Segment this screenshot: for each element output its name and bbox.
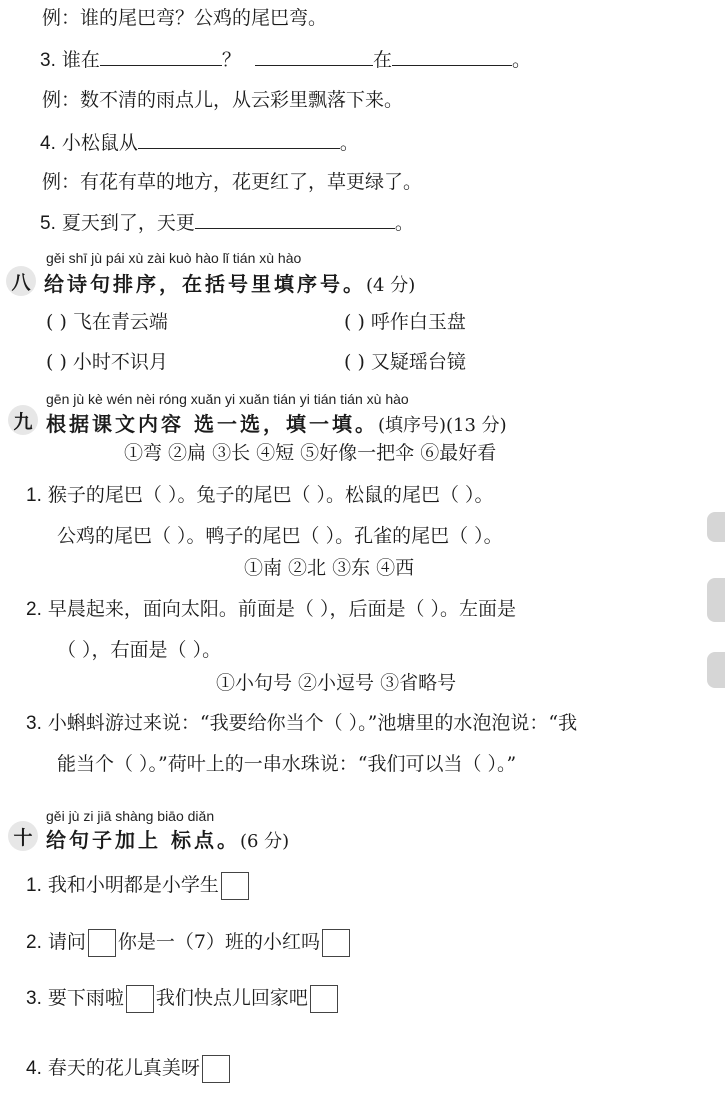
question-9-1-line-2: 公鸡的尾巴（ ）。鸭子的尾巴（ ）。孔雀的尾巴（ ）。 bbox=[57, 525, 503, 547]
question-text: 小松鼠从 bbox=[61, 132, 138, 154]
answer-blank[interactable] bbox=[392, 47, 512, 66]
section-note: (填序号) bbox=[377, 415, 447, 436]
question-9-2-line-1 bbox=[26, 597, 516, 622]
question-number: 3. bbox=[26, 988, 42, 1009]
question-text: 谁在 bbox=[61, 49, 100, 71]
question-text: 猴子的尾巴（ ）。兔子的尾巴（ ）。松鼠的尾巴（ ）。 bbox=[47, 484, 494, 506]
question-number: 5. bbox=[40, 213, 56, 234]
punctuation-box[interactable] bbox=[126, 985, 154, 1013]
punctuation-box[interactable] bbox=[202, 1055, 230, 1083]
section-9-badge: 九 bbox=[8, 405, 38, 435]
punctuation-question-4 bbox=[26, 1055, 232, 1083]
options-row-3: ①小句号 ②小逗号 ③省略号 bbox=[216, 672, 457, 694]
section-9-title bbox=[46, 408, 507, 437]
answer-parens[interactable]: ( ) bbox=[344, 351, 365, 373]
section-8-title bbox=[44, 268, 415, 297]
question-text: 请问 bbox=[47, 931, 86, 953]
punctuation-box[interactable] bbox=[88, 929, 116, 957]
answer-blank[interactable] bbox=[100, 47, 222, 66]
section-10-pinyin: gěi jù zi jiā shàng biāo diǎn bbox=[46, 808, 215, 824]
question-7-5 bbox=[40, 210, 414, 236]
question-number: 3. bbox=[26, 713, 42, 734]
options-row-1: ①弯 ②扁 ③长 ④短 ⑤好像一把伞 ⑥最好看 bbox=[124, 442, 497, 464]
question-text: 。 bbox=[339, 132, 359, 154]
question-number: 1. bbox=[26, 875, 42, 896]
section-title-text: 给句子加上 标点。 bbox=[46, 828, 240, 852]
question-text: 小蝌蚪游过来说：“我要给你当个（ ）。”池塘里的水泡泡说：“我 bbox=[47, 712, 578, 734]
answer-blank[interactable] bbox=[255, 47, 373, 66]
poem-text: 呼作白玉盘 bbox=[370, 311, 466, 333]
question-text: 我们快点儿回家吧 bbox=[155, 987, 308, 1009]
answer-parens[interactable]: ( ) bbox=[46, 351, 67, 373]
punctuation-question-2 bbox=[26, 929, 352, 957]
section-10-title bbox=[46, 824, 289, 853]
question-text: 春天的花儿真美呀 bbox=[47, 1057, 200, 1079]
question-9-3-line-1 bbox=[26, 711, 577, 736]
question-number: 2. bbox=[26, 932, 42, 953]
punctuation-question-1 bbox=[26, 872, 251, 900]
poem-text: 飞在青云端 bbox=[72, 311, 168, 333]
example-sentence-3: 例：有花有草的地方，花更红了，草更绿了。 bbox=[42, 171, 423, 193]
section-8-badge: 八 bbox=[6, 266, 36, 296]
question-number: 4. bbox=[40, 133, 56, 154]
page-edge-mark bbox=[707, 652, 725, 688]
section-title-text: 根据课文内容 选一选，填一填。 bbox=[46, 412, 378, 436]
section-8-pinyin: gěi shī jù pái xù zài kuò hào lǐ tián xù hào bbox=[46, 250, 302, 266]
question-text: 。 bbox=[512, 49, 532, 71]
section-9-pinyin: gēn jù kè wén nèi róng xuǎn yi xuǎn tián yi tián tián xù hào bbox=[46, 391, 409, 407]
punctuation-box[interactable] bbox=[322, 929, 350, 957]
question-text: 你是一（7）班的小红吗 bbox=[117, 931, 321, 953]
question-text: ？ bbox=[221, 49, 241, 71]
question-text: 在 bbox=[372, 49, 392, 71]
question-9-2-line-2: （ ），右面是（ ）。 bbox=[57, 639, 222, 661]
question-7-4 bbox=[40, 130, 359, 156]
options-row-2: ①南 ②北 ③东 ④西 bbox=[244, 557, 415, 579]
question-text: 。 bbox=[394, 212, 414, 234]
section-points: (4 分) bbox=[366, 275, 416, 296]
question-text: 早晨起来，面向太阳。前面是（ ），后面是（ ）。左面是 bbox=[47, 598, 516, 620]
poem-line-3 bbox=[46, 350, 168, 374]
question-number: 3. bbox=[40, 50, 56, 71]
section-title-text: 给诗句排序，在括号里填序号。 bbox=[44, 272, 366, 296]
question-9-3-line-2: 能当个（ ）。”荷叶上的一串水珠说：“我们可以当（ ）。” bbox=[57, 753, 517, 775]
section-10-badge: 十 bbox=[8, 821, 38, 851]
answer-parens[interactable]: ( ) bbox=[344, 311, 365, 333]
example-sentence-2: 例：数不清的雨点儿，从云彩里飘落下来。 bbox=[42, 89, 404, 111]
punctuation-question-3 bbox=[26, 985, 340, 1013]
answer-parens[interactable]: ( ) bbox=[46, 311, 67, 333]
poem-line-4 bbox=[344, 350, 466, 374]
question-number: 2. bbox=[26, 599, 42, 620]
punctuation-box[interactable] bbox=[310, 985, 338, 1013]
answer-blank[interactable] bbox=[195, 210, 395, 229]
poem-text: 小时不识月 bbox=[72, 351, 168, 373]
question-text: 我和小明都是小学生 bbox=[47, 874, 219, 896]
question-9-1-line-1 bbox=[26, 483, 494, 508]
section-points: (13 分) bbox=[446, 415, 507, 436]
question-7-3 bbox=[40, 47, 531, 73]
question-number: 1. bbox=[26, 485, 42, 506]
question-number: 4. bbox=[26, 1058, 42, 1079]
example-sentence-1: 例：谁的尾巴弯？公鸡的尾巴弯。 bbox=[42, 7, 328, 29]
poem-line-2 bbox=[344, 310, 466, 334]
poem-line-1 bbox=[46, 310, 168, 334]
page-edge-mark bbox=[707, 578, 725, 622]
punctuation-box[interactable] bbox=[221, 872, 249, 900]
answer-blank[interactable] bbox=[138, 130, 340, 149]
poem-text: 又疑瑶台镜 bbox=[370, 351, 466, 373]
question-text: 夏天到了，天更 bbox=[61, 212, 195, 234]
section-points: (6 分) bbox=[239, 831, 290, 852]
page-edge-mark bbox=[707, 512, 725, 542]
question-text: 要下雨啦 bbox=[47, 987, 124, 1009]
